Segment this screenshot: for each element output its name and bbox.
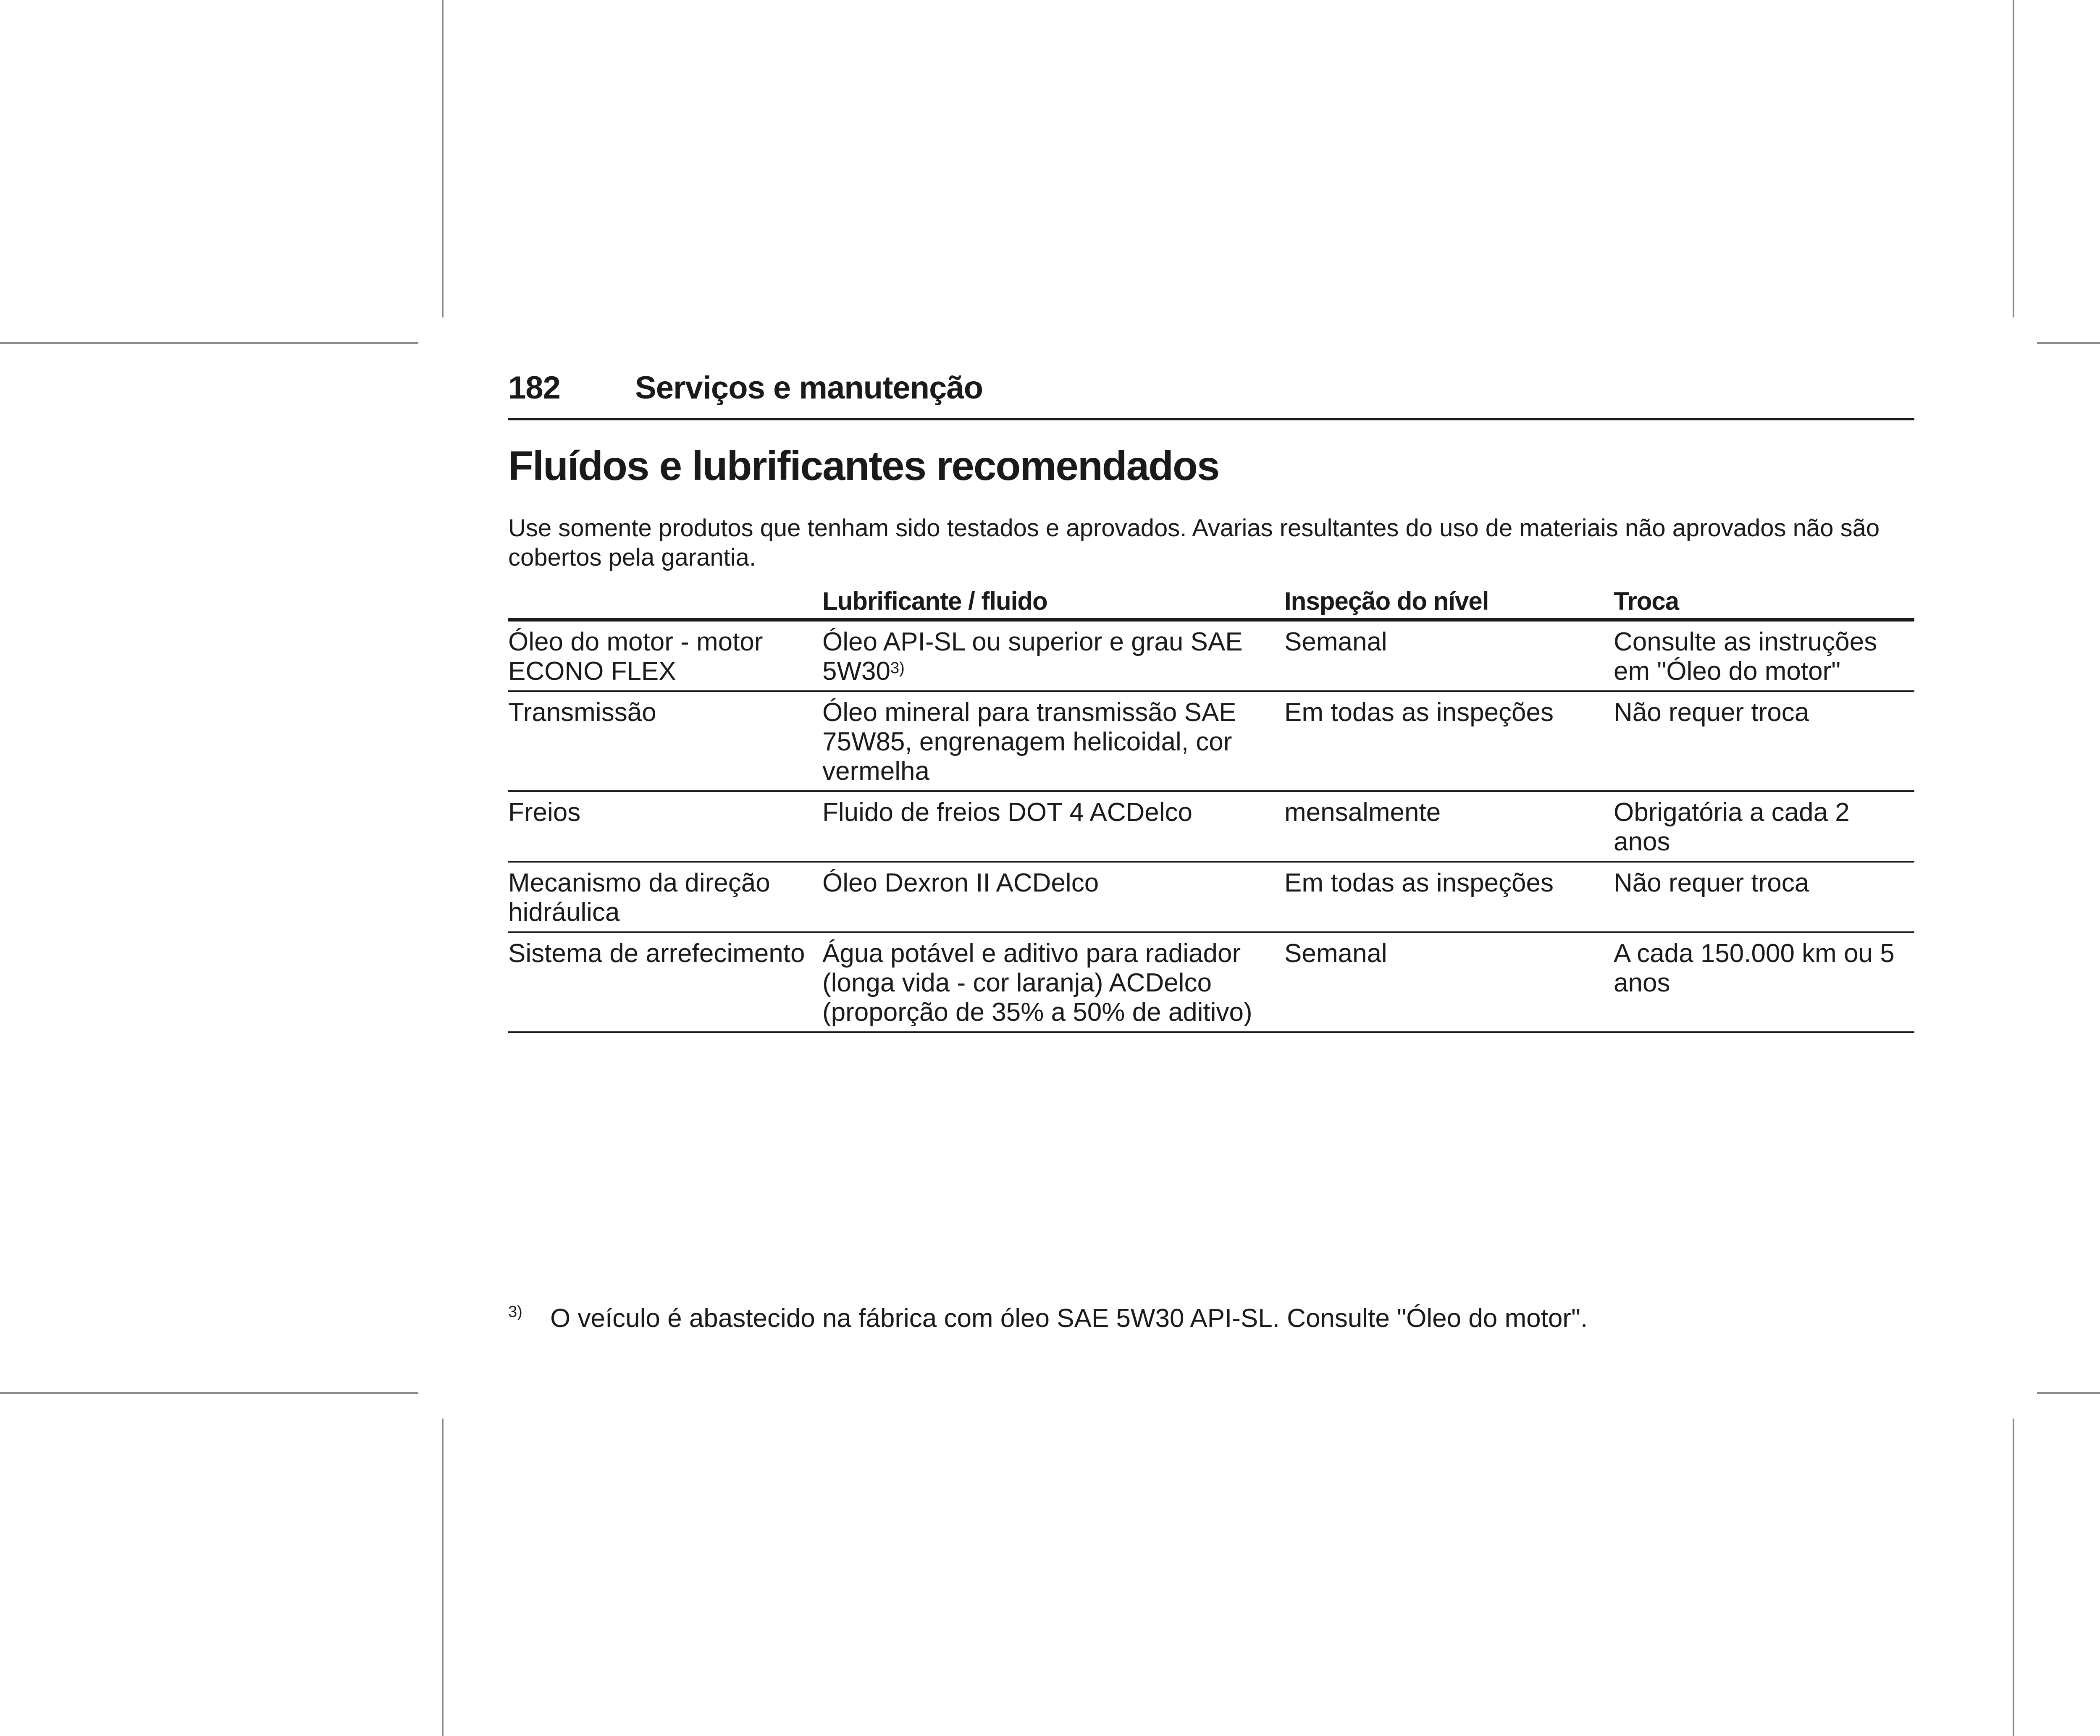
intro-paragraph: Use somente produtos que tenham sido testados e aprovados. Avarias resultantes do uso de materiais não aprovados não são cobertos pela garantia. — [508, 514, 1880, 571]
crop-mark — [2037, 1392, 2100, 1394]
cell-inspection: Em todas as inspeções — [1284, 862, 1614, 932]
footnote-reference: 3) — [890, 659, 905, 677]
cell-fluid: Fluido de freios DOT 4 ACDelco — [822, 791, 1284, 862]
cell-component: Sistema de arrefecimento — [508, 932, 822, 1032]
table-row — [508, 620, 1914, 692]
cell-change: Não requer troca — [1614, 691, 1914, 791]
footnote-marker: 3) — [508, 1303, 522, 1321]
chapter-title: Serviços e manutenção — [635, 370, 983, 406]
cell-fluid: Água potável e aditivo para radiador (longa vida - cor laranja) ACDelco (proporção de 35% a 50% de aditivo) — [822, 932, 1284, 1032]
cell-fluid: Óleo mineral para transmissão SAE 75W85, engrenagem helicoidal, cor vermelha — [822, 691, 1284, 791]
table-row — [508, 691, 1914, 791]
cell-inspection: Em todas as inspeções — [1284, 691, 1614, 791]
cell-component: Óleo do motor - motor ECONO FLEX — [508, 620, 822, 692]
column-header-inspection: Inspeção do nível — [1284, 581, 1614, 620]
crop-mark — [0, 1392, 418, 1394]
cell-change: Não requer troca — [1614, 862, 1914, 932]
running-head — [508, 370, 1914, 417]
column-header-component — [508, 581, 822, 620]
table-row — [508, 862, 1914, 932]
cell-component: Freios — [508, 791, 822, 862]
cell-inspection: Semanal — [1284, 620, 1614, 692]
cell-fluid-text: Óleo API-SL ou superior e grau SAE 5W30 — [822, 627, 1243, 686]
page-content — [508, 370, 1914, 1033]
table-row — [508, 932, 1914, 1032]
cell-fluid — [822, 620, 1284, 692]
footnote-text: O veículo é abastecido na fábrica com óleo SAE 5W30 API-SL. Consulte "Óleo do motor". — [550, 1304, 1588, 1333]
header-rule — [508, 418, 1914, 420]
table-row — [508, 791, 1914, 862]
cell-change: Consulte as instruções em "Óleo do motor" — [1614, 620, 1914, 692]
column-header-fluid: Lubrificante / fluido — [822, 581, 1284, 620]
crop-mark — [2037, 342, 2100, 344]
cell-component: Mecanismo da direção hidráulica — [508, 862, 822, 932]
cell-change: Obrigatória a cada 2 anos — [1614, 791, 1914, 862]
table-header-row — [508, 581, 1914, 620]
cell-inspection: mensalmente — [1284, 791, 1614, 862]
footnote — [508, 1303, 1588, 1334]
cell-fluid: Óleo Dexron II ACDelco — [822, 862, 1284, 932]
fluids-table — [508, 581, 1914, 1033]
crop-mark — [442, 0, 444, 317]
cell-inspection: Semanal — [1284, 932, 1614, 1032]
section-title: Fluídos e lubrificantes recomendados — [508, 443, 1219, 489]
crop-mark — [0, 342, 418, 344]
column-header-change: Troca — [1614, 581, 1914, 620]
cell-component: Transmissão — [508, 691, 822, 791]
cell-change: A cada 150.000 km ou 5 anos — [1614, 932, 1914, 1032]
crop-mark — [2013, 1419, 2014, 1736]
page-number: 182 — [508, 370, 560, 406]
crop-mark — [442, 1419, 444, 1736]
crop-mark — [2013, 0, 2014, 317]
